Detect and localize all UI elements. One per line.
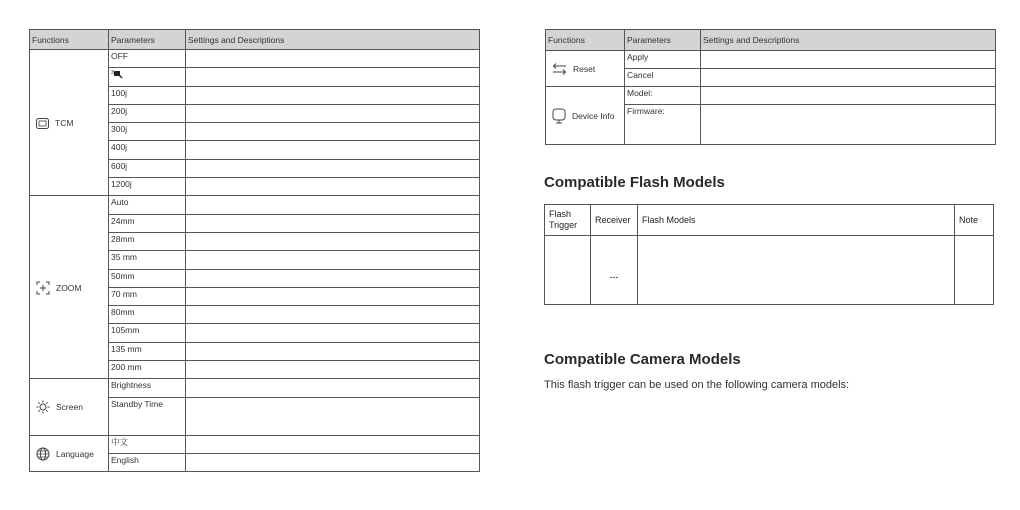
device-info-icon <box>552 108 566 124</box>
header-settings: Settings and Descriptions <box>701 30 996 51</box>
param-tcm-1200: 1200j <box>109 178 186 196</box>
param-zoom-auto: Auto <box>109 196 186 214</box>
note-cell <box>955 236 994 305</box>
header-flash-trigger: Flash Trigger <box>545 205 591 236</box>
param-reset-cancel: Cancel <box>625 69 701 87</box>
param-zoom-80: 80mm <box>109 306 186 324</box>
param-device-model: Model: <box>625 87 701 105</box>
flash-mode-icon <box>111 69 123 79</box>
desc-cell <box>701 51 996 69</box>
desc-cell <box>701 69 996 87</box>
desc-cell <box>186 68 480 86</box>
desc-cell <box>186 306 480 324</box>
param-zoom-105: 105mm <box>109 324 186 342</box>
param-device-firmware: Firmware: <box>625 105 701 145</box>
desc-cell <box>186 178 480 196</box>
desc-cell <box>186 214 480 232</box>
param-tcm-200: 200j <box>109 104 186 122</box>
desc-cell <box>186 269 480 287</box>
function-device-info <box>546 87 625 145</box>
param-tcm-400: 400j <box>109 141 186 159</box>
desc-cell <box>186 251 480 269</box>
language-globe-icon <box>36 447 50 461</box>
desc-cell <box>186 324 480 342</box>
param-zoom-35: 35 mm <box>109 251 186 269</box>
desc-cell <box>186 342 480 360</box>
desc-cell <box>186 141 480 159</box>
param-zoom-28: 28mm <box>109 232 186 250</box>
header-functions: Functions <box>30 30 109 50</box>
param-zoom-24: 24mm <box>109 214 186 232</box>
desc-cell <box>186 361 480 379</box>
desc-cell <box>701 87 996 105</box>
screen-brightness-icon <box>36 400 50 414</box>
desc-cell <box>186 50 480 68</box>
header-flash-models: Flash Models <box>638 205 955 236</box>
desc-cell <box>186 196 480 214</box>
function-tcm <box>30 50 109 196</box>
param-reset-apply: Apply <box>625 51 701 69</box>
param-tcm-300: 300j <box>109 123 186 141</box>
param-language-english: English <box>109 453 186 471</box>
desc-cell <box>701 105 996 145</box>
desc-cell <box>186 232 480 250</box>
param-tcm-off: OFF <box>109 50 186 68</box>
param-tcm-600: 600j <box>109 159 186 177</box>
function-screen <box>30 379 109 435</box>
desc-cell <box>186 287 480 305</box>
param-zoom-70: 70 mm <box>109 287 186 305</box>
header-note: Note <box>955 205 994 236</box>
right-settings-table <box>545 29 996 145</box>
camera-section-title: Compatible Camera Models <box>544 351 741 368</box>
param-language-chinese: 中文 <box>109 435 186 453</box>
param-screen-brightness: Brightness <box>109 379 186 397</box>
desc-cell <box>186 123 480 141</box>
param-tcm-mode <box>109 68 186 86</box>
desc-cell <box>186 397 480 435</box>
header-settings: Settings and Descriptions <box>186 30 480 50</box>
function-label-reset: Reset <box>573 64 596 74</box>
left-settings-table <box>29 29 480 472</box>
flash-trigger-cell <box>545 236 591 305</box>
desc-cell <box>186 159 480 177</box>
function-label-device-info: Device Info <box>572 111 615 121</box>
function-label-language: Language <box>56 448 94 459</box>
param-zoom-200: 200 mm <box>109 361 186 379</box>
flash-section-title: Compatible Flash Models <box>544 174 725 191</box>
reset-arrows-icon <box>552 63 567 75</box>
svg-text:3: 3 <box>111 70 114 77</box>
desc-cell <box>186 86 480 104</box>
param-zoom-50: 50mm <box>109 269 186 287</box>
function-zoom <box>30 196 109 379</box>
desc-cell <box>186 379 480 397</box>
header-parameters: Parameters <box>625 30 701 51</box>
function-label-zoom: ZOOM <box>56 282 82 293</box>
flash-models-table <box>544 204 994 305</box>
param-screen-standby: Standby Time <box>109 397 186 435</box>
function-label-screen: Screen <box>56 402 83 413</box>
camera-section-description: This flash trigger can be used on the following camera models: <box>544 379 850 391</box>
desc-cell <box>186 104 480 122</box>
desc-cell <box>186 435 480 453</box>
param-zoom-135: 135 mm <box>109 342 186 360</box>
function-reset <box>546 51 625 87</box>
header-parameters: Parameters <box>109 30 186 50</box>
function-language <box>30 435 109 472</box>
zoom-icon <box>36 281 50 295</box>
desc-cell <box>186 453 480 471</box>
tcm-icon <box>36 118 49 129</box>
receiver-cell: --- <box>591 236 638 305</box>
function-label-tcm: TCM <box>55 118 74 129</box>
flash-models-cell <box>638 236 955 305</box>
header-receiver: Receiver <box>591 205 638 236</box>
header-functions: Functions <box>546 30 625 51</box>
param-tcm-100: 100j <box>109 86 186 104</box>
